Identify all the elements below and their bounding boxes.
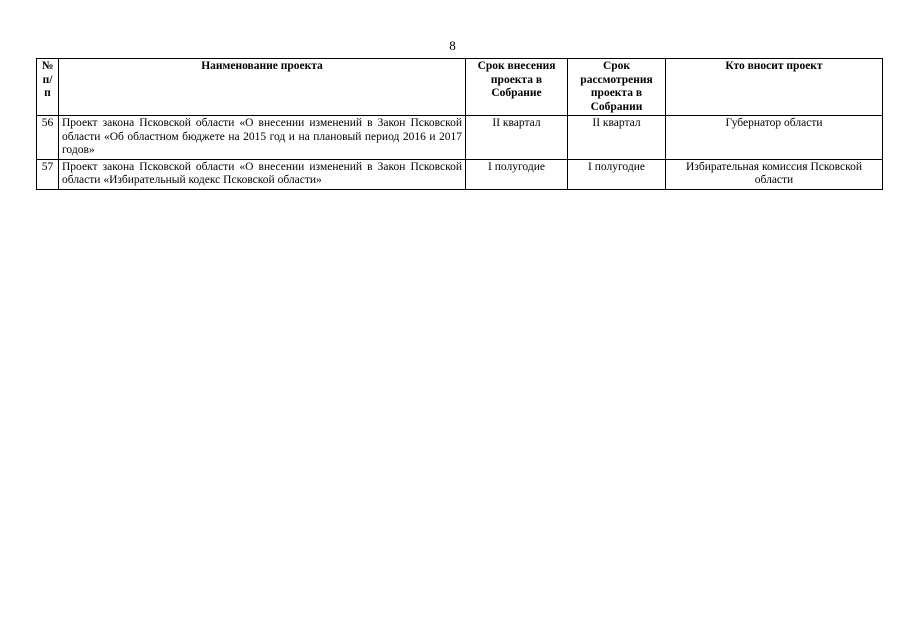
table-header-row xyxy=(37,59,883,116)
row-review-term: II квартал xyxy=(568,116,666,160)
row-num: 57 xyxy=(37,159,59,189)
table-row xyxy=(37,159,883,189)
row-submit-term: II квартал xyxy=(466,116,568,160)
row-review-term: I полугодие xyxy=(568,159,666,189)
header-submit-term: Срок внесения проекта в Собрание xyxy=(466,59,568,116)
header-review-term: Срок рассмотрения проекта в Собрании xyxy=(568,59,666,116)
row-num: 56 xyxy=(37,116,59,160)
row-submitter: Избирательная комиссия Псковской области xyxy=(666,159,883,189)
row-submitter: Губернатор области xyxy=(666,116,883,160)
header-submitter: Кто вносит проект xyxy=(666,59,883,116)
table-row xyxy=(37,116,883,160)
header-name: Наименование проекта xyxy=(59,59,466,116)
row-submit-term: I полугодие xyxy=(466,159,568,189)
row-name: Проект закона Псковской области «О внесении изменений в Закон Псковской области «Об областном бюджете на 2015 год и на плановый период 2016 и 2017 годов» xyxy=(59,116,466,160)
page-number: 8 xyxy=(449,38,456,53)
projects-table xyxy=(36,58,883,190)
header-num: № п/п xyxy=(37,59,59,116)
row-name: Проект закона Псковской области «О внесении изменений в Закон Псковской области «Избирательный кодекс Псковской области» xyxy=(59,159,466,189)
